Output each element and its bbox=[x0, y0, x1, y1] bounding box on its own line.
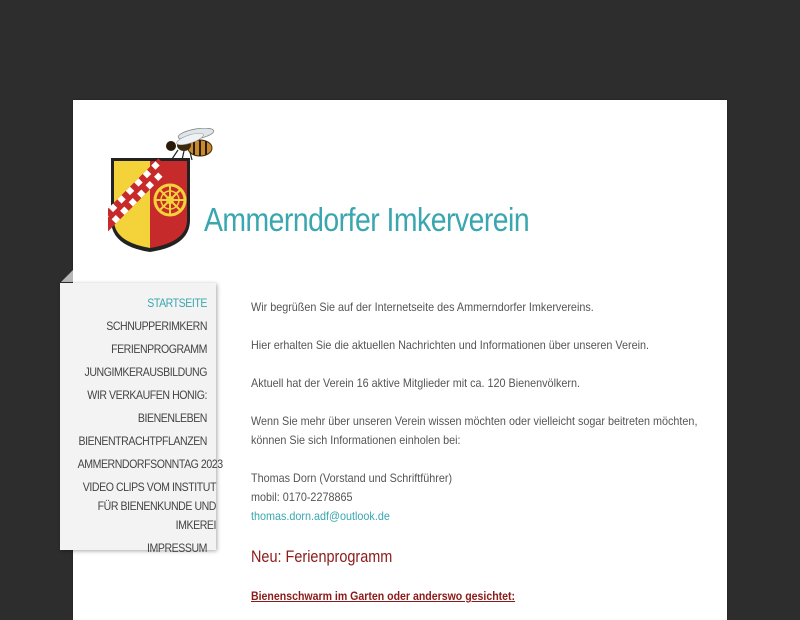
nav-item-ferienprogramm[interactable]: FERIENPROGRAMM bbox=[111, 342, 207, 356]
nav-item-impressum[interactable]: IMPRESSUM bbox=[146, 541, 207, 555]
nav-fold-decoration bbox=[61, 270, 73, 282]
welcome-paragraph: Wir begrüßen Sie auf der Internetseite des Ammerndorfer Imkervereins. bbox=[251, 300, 594, 314]
bee-icon bbox=[166, 128, 215, 160]
nav-item-honig-verkauf[interactable]: WIR VERKAUFEN HONIG: bbox=[87, 388, 207, 402]
nav-item-schnupperimkern[interactable]: SCHNUPPERIMKERN bbox=[106, 319, 207, 333]
nav-item-ammerndorfsonntag[interactable]: AMMERNDORFSONNTAG 2023 bbox=[77, 457, 223, 471]
nav-item-jungimkerausbildung[interactable]: JUNGIMKERAUSBILDUNG bbox=[84, 365, 207, 379]
shield-icon bbox=[108, 158, 190, 252]
main-content bbox=[251, 298, 711, 526]
nav-item-startseite[interactable]: STARTSEITE bbox=[147, 296, 207, 310]
section-heading-ferienprogramm: Neu: Ferienprogramm bbox=[251, 547, 393, 566]
main-navigation bbox=[60, 283, 223, 555]
members-paragraph: Aktuell hat der Verein 16 aktive Mitglieder mit ca. 120 Bienenvölkern. bbox=[251, 376, 580, 390]
nav-item-bienenleben[interactable]: BIENENLEBEN bbox=[137, 411, 207, 425]
contact-name: Thomas Dorn (Vorstand und Schriftführer) bbox=[251, 471, 453, 485]
site-title[interactable]: Ammerndorfer Imkerverein bbox=[204, 201, 530, 238]
nav-item-video-clips[interactable]: VIDEO CLIPS VOM INSTITUT FÜR BIENENKUNDE UND IMKEREI bbox=[82, 480, 216, 532]
contact-mobile: mobil: 0170-2278865 bbox=[251, 490, 353, 504]
section-subheading-bienenschwarm: Bienenschwarm im Garten oder anderswo gesichtet: bbox=[251, 589, 516, 603]
nav-item-bienentrachtpflanzen[interactable]: BIENENTRACHTPFLANZEN bbox=[78, 434, 208, 448]
contact-intro-paragraph: Wenn Sie mehr über unseren Verein wissen möchten oder vielleicht sogar beitreten möchten, können Sie sich Informationen einholen bei: bbox=[251, 414, 698, 447]
coat-of-arms-logo[interactable] bbox=[108, 128, 218, 256]
info-paragraph: Hier erhalten Sie die aktuellen Nachrichten und Informationen über unseren Verein. bbox=[251, 338, 650, 352]
contact-email-link[interactable]: thomas.dorn.adf@outlook.de bbox=[251, 509, 390, 523]
